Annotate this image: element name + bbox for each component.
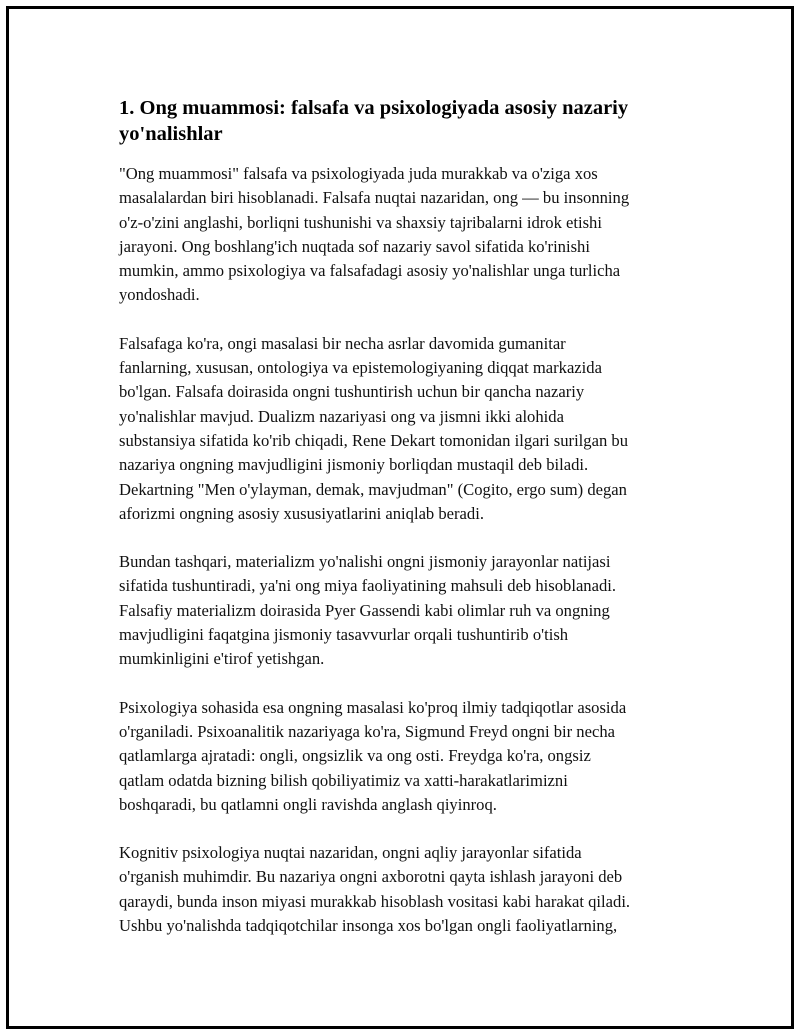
text-line: qatlamlarga ajratadi: ongli, ongsizlik va ong osti. Freydga ko'ra, ongsiz [119, 746, 591, 766]
text-line: masalalardan biri hisoblanadi. Falsafa nuqtai nazaridan, ong — bu insonning [119, 188, 630, 208]
text-line: Dekartning "Men o'ylayman, demak, mavjudman" (Cogito, ergo sum) degan [119, 479, 627, 499]
text-line: Bundan tashqari, materializm yo'nalishi ongni jismoniy jarayonlar natijasi [119, 552, 611, 572]
text-line: fanlarning, xususan, ontologiya va epistemologiyaning diqqat markazida [119, 358, 602, 378]
text-line: jarayoni. Ong boshlang'ich nuqtada sof nazariy savol sifatida ko'rinishi [119, 236, 590, 256]
heading-line: 1. Ong muammosi: falsafa va psixologiyada asosiy nazariy [119, 97, 629, 119]
text-line: Falsafiy materializm doirasida Pyer Gassendi kabi olimlar ruh va ongning [119, 600, 610, 620]
paragraph-cognitive [119, 841, 699, 938]
page-frame [6, 6, 794, 1029]
text-line: Ushbu yo'nalishda tadqiqotchilar insonga xos bo'lgan ongli faoliyatlarning, [119, 916, 618, 936]
text-line: o'z-o'zini anglashi, borliqni tushunishi va shaxsiy tajribalarni idrok etishi [119, 212, 602, 232]
paragraph-intro [119, 162, 699, 308]
heading-line: yo'nalishlar [119, 123, 223, 145]
text-line: "Ong muammosi" falsafa va psixologiyada juda murakkab va o'ziga xos [119, 164, 598, 183]
text-line: yo'nalishlar mavjud. Dualizm nazariyasi ong va jismni ikki alohida [119, 406, 564, 426]
text-line: Kognitiv psixologiya nuqtai nazaridan, ongni aqliy jarayonlar sifatida [119, 843, 582, 863]
text-line: sifatida tushuntiradi, ya'ni ong miya faoliyatining mahsuli deb hisoblanadi. [119, 576, 617, 596]
text-line: aforizmi ongning asosiy xususiyatlarini aniqlab beradi. [119, 503, 484, 523]
text-line: yondoshadi. [119, 285, 200, 305]
paragraph-philosophy [119, 332, 699, 526]
text-line: bo'lgan. Falsafa doirasida ongni tushuntirish uchun bir qancha nazariy [119, 382, 585, 402]
text-line: mumkinligini e'tirof yetishgan. [119, 649, 325, 669]
text-line: mavjudligini faqatgina jismoniy tasavvurlar orqali tushuntirib o'tish [119, 625, 569, 645]
text-line: qatlam odatda bizning bilish qobiliyatimiz va xatti-harakatlarimizni [119, 770, 568, 790]
paragraph-psychology [119, 696, 699, 817]
text-line: o'rganish muhimdir. Bu nazariya ongni axborotni qayta ishlash jarayoni deb [119, 867, 623, 887]
text-line: nazariya ongning mavjudligini jismoniy borliqdan mustaqil deb biladi. [119, 455, 589, 475]
text-line: boshqaradi, bu qatlamni ongli ravishda anglash qiyinroq. [119, 794, 497, 814]
paragraph-materialism [119, 550, 699, 671]
text-line: qaraydi, bunda inson miyasi murakkab hisoblash vositasi kabi harakat qiladi. [119, 891, 631, 911]
text-line: mumkin, ammo psixologiya va falsafadagi asosiy yo'nalishlar unga turlicha [119, 261, 621, 281]
text-line: Falsafaga ko'ra, ongi masalasi bir necha asrlar davomida gumanitar [119, 333, 566, 353]
document-body [119, 95, 699, 962]
section-heading [119, 95, 699, 147]
text-line: Psixologiya sohasida esa ongning masalasi ko'proq ilmiy tadqiqotlar asosida [119, 697, 627, 717]
text-line: o'rganiladi. Psixoanalitik nazariyaga ko'ra, Sigmund Freyd ongni bir necha [119, 721, 615, 741]
text-line: substansiya sifatida ko'rib chiqadi, Rene Dekart tomonidan ilgari surilgan bu [119, 430, 628, 450]
